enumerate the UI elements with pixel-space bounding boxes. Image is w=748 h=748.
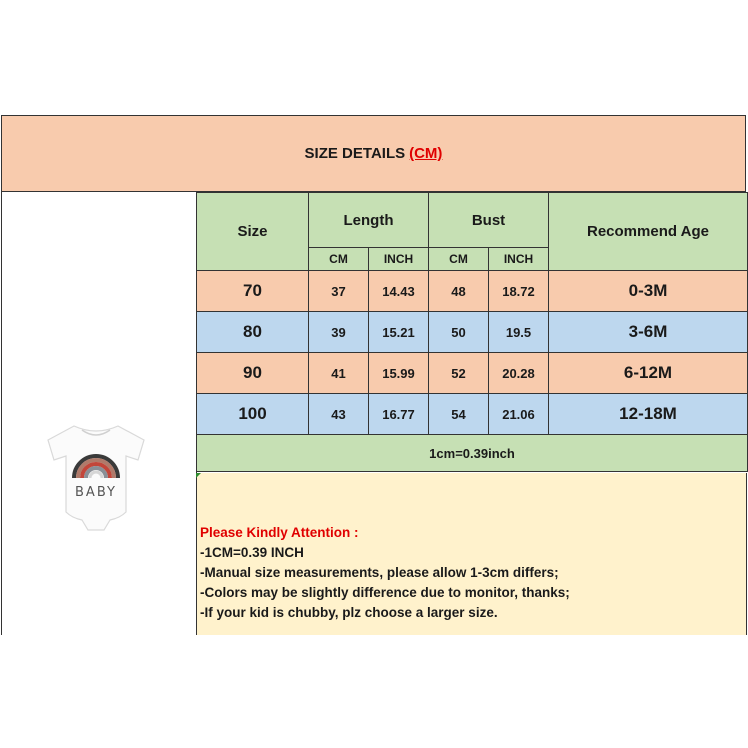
age-cell: 12-18M (549, 394, 748, 435)
bust-cm-cell: 48 (429, 271, 489, 312)
size-cell: 70 (197, 271, 309, 312)
table-row (197, 271, 748, 312)
conversion-row (197, 435, 748, 472)
age-cell: 0-3M (549, 271, 748, 312)
attention-heading: Please Kindly Attention : (200, 525, 359, 540)
length-cm-cell: 43 (309, 394, 369, 435)
bust-cm-subheader: CM (429, 248, 489, 271)
table-row (197, 394, 748, 435)
conversion-note: 1cm=0.39inch (197, 435, 748, 472)
length-cm-subheader: CM (309, 248, 369, 271)
bust-inch-cell: 20.28 (489, 353, 549, 394)
length-inch-cell: 15.99 (369, 353, 429, 394)
col-bust-header: Bust (429, 193, 549, 248)
baby-romper-image (44, 420, 148, 532)
size-cell: 100 (197, 394, 309, 435)
col-size-header: Size (197, 193, 309, 271)
bust-inch-cell: 18.72 (489, 271, 549, 312)
bust-inch-subheader: INCH (489, 248, 549, 271)
cell-comment-marker (196, 473, 201, 478)
header-title: SIZE DETAILS (304, 145, 406, 162)
header-unit: (CM) (409, 145, 443, 162)
length-cm-cell: 41 (309, 353, 369, 394)
bust-cm-cell: 50 (429, 312, 489, 353)
length-inch-cell: 14.43 (369, 271, 429, 312)
bust-inch-cell: 19.5 (489, 312, 549, 353)
col-length-header: Length (309, 193, 429, 248)
size-cell: 90 (197, 353, 309, 394)
bust-inch-cell: 21.06 (489, 394, 549, 435)
note-line: -If your kid is chubby, plz choose a larger size. (200, 605, 498, 620)
bust-cm-cell: 52 (429, 353, 489, 394)
note-line: -1CM=0.39 INCH (200, 545, 304, 560)
length-cm-cell: 37 (309, 271, 369, 312)
note-line: -Manual size measurements, please allow 1-3cm differs; (200, 565, 559, 580)
length-cm-cell: 39 (309, 312, 369, 353)
length-inch-cell: 16.77 (369, 394, 429, 435)
size-table (196, 192, 748, 472)
age-cell: 6-12M (549, 353, 748, 394)
note-line: -Colors may be slightly difference due to monitor, thanks; (200, 585, 570, 600)
attention-notes (196, 473, 747, 635)
table-row (197, 353, 748, 394)
romper-print-text: BABY (75, 485, 117, 500)
size-cell: 80 (197, 312, 309, 353)
length-inch-cell: 15.21 (369, 312, 429, 353)
age-cell: 3-6M (549, 312, 748, 353)
col-age-header: Recommend Age (549, 193, 748, 271)
bust-cm-cell: 54 (429, 394, 489, 435)
length-inch-subheader: INCH (369, 248, 429, 271)
size-details-header (1, 115, 746, 192)
size-chart (0, 115, 748, 635)
table-row (197, 312, 748, 353)
product-image-panel (1, 192, 197, 635)
